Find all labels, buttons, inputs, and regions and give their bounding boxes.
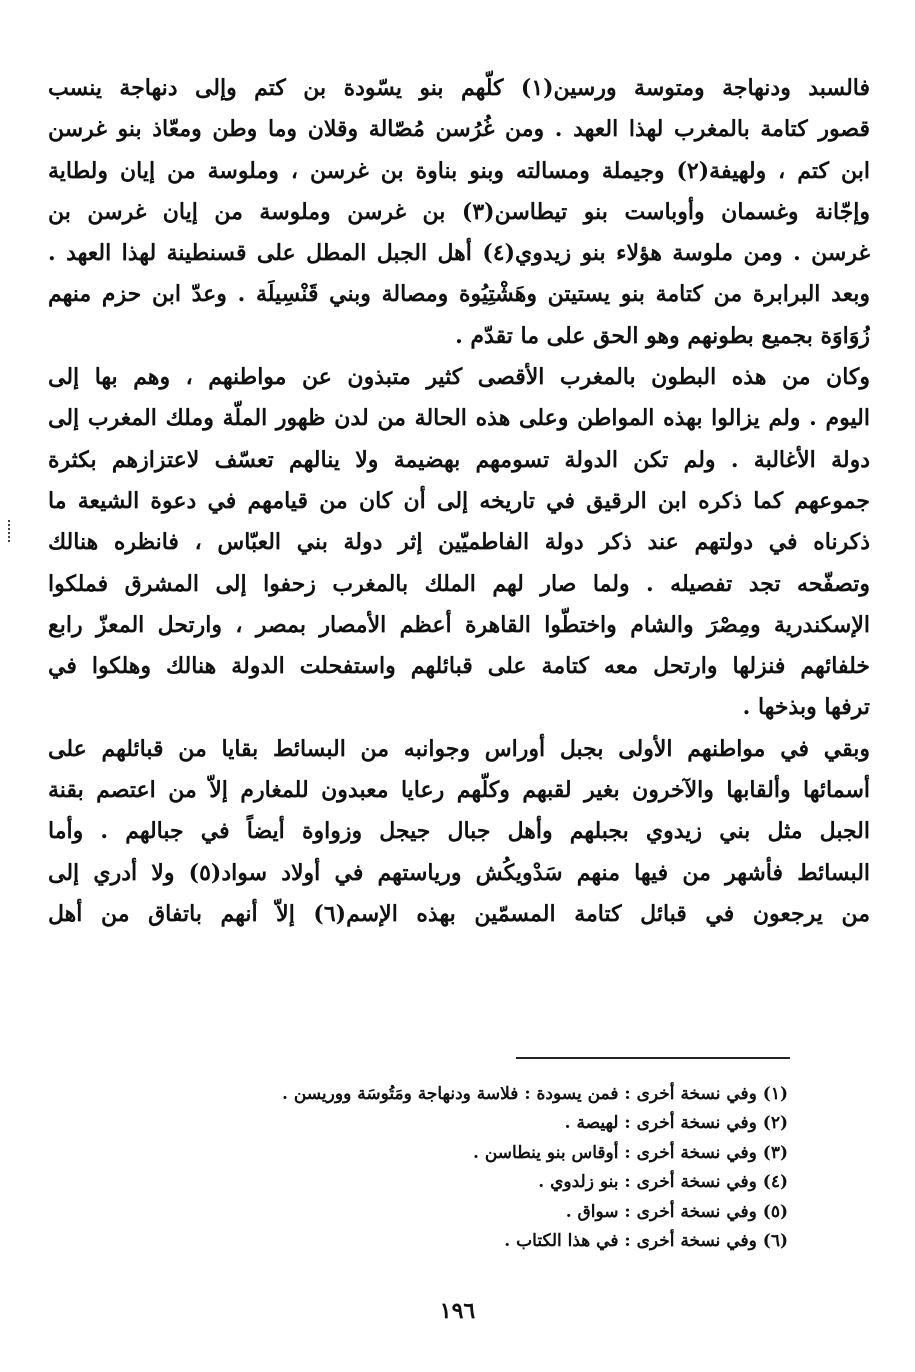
text-line: ابن كتم ، ولهيفة(٢) وجيملة ومسالته وبنو بناوة بن غرسن ، وملوسة من إيان ولطاية (48, 157, 870, 184)
footnote: (١) وفي نسخة أخرى : فمن يسودة : فلاسة ودنهاجة ومَتُوسَة ووريسن . (281, 1084, 788, 1104)
text-line: وإجّانة وغسمان وأوباست بنو تيطاسن(٣) بن غرسن وملوسة من إيان غرسن بن (48, 198, 870, 225)
text-line: خلفائهم فنزلها وارتحل معه كتامة على قبائلهم واستفحلت الدولة هنالك وهلكوا في (48, 653, 870, 680)
footnote: (٥) وفي نسخة أخرى : سواق . (565, 1201, 788, 1222)
text-line: جموعهم كما ذكره ابن الرقيق في تاريخه إلى أن كان من قيامهم في دعوة الشيعة ما (48, 487, 870, 514)
text-line: الإسكندرية ومِصْرَ والشام واختطّوا القاهرة أعظم الأمصار بمصر ، وارتحل المعزّ رابع (48, 611, 870, 638)
footnote: (٤) وفي نسخة أخرى : بنو زلدوي . (538, 1172, 788, 1193)
footnote: (٢) وفي نسخة أخرى : لهيصة . (564, 1113, 788, 1134)
text-line: اليوم . ولم يزالوا بهذه المواطن وعلى هذه الحالة من لدن ظهور الملّة وملك المغرب إلى (48, 405, 870, 432)
page-number: ١٩٦ (439, 1298, 476, 1324)
text-line: دولة الأغالبة . ولم تكن الدولة تسومهم بهضيمة ولا ينالهم تعسّف لاعتزازهم بكثرة (48, 446, 870, 473)
text-line: الجبل مثل بني زيدوي بجبلهم وأهل جبال جيجل وزواوة أيضاً في جبالهم . وأما (48, 818, 870, 845)
main-text (48, 68, 870, 935)
text-line: وبعد البرابرة من كتامة بنو يستيتن وهَشْتِيُوة ومصالة وبني قَنْسِيلَة . وعدّ ابن حزم منهم (48, 281, 870, 308)
text-line: غرسن . ومن ملوسة هؤلاء بنو زيدوي(٤) أهل الجبل المطل على قسنطينة لهذا العهد . (48, 240, 870, 267)
text-line: وبقي في مواطنهم الأولى بجبل أوراس وجوانبه من البسائط بقايا من قبائلهم على (48, 735, 870, 762)
margin-mark (8, 520, 13, 542)
footnotes (220, 1080, 788, 1256)
text-line: من يرجعون في قبائل كتامة المسمّين بهذه الإسم(٦) إلاّ أنهم باتفاق من أهل (48, 900, 870, 927)
text-line: قصور كتامة بالمغرب لهذا العهد . ومن غُرُسن مُصّالة وقلان وما وطن ومعّاذ بنو غرسن (48, 116, 870, 143)
text-line: البسائط فأشهر من فيها منهم سَدْويكُش ورياستهم في أولاد سواد(٥) ولا أدري إلى (48, 859, 870, 886)
footnote: (٦) وفي نسخة أخرى : في هذا الكتاب . (504, 1230, 788, 1251)
text-line: وتصفّحه تجد تفصيله . ولما صار لهم الملك بالمغرب زحفوا إلى المشرق فملكوا (48, 570, 870, 597)
text-line: وكان من هذه البطون بالمغرب الأقصى كثير متبذون عن مواطنهم ، وهم بها إلى (48, 364, 870, 391)
footnote-divider (516, 1057, 790, 1059)
footnote: (٣) وفي نسخة أخرى : أوقاس بنو ينطاسن . (473, 1142, 788, 1163)
text-line: ذكرناه في دولتهم عند ذكر دولة الفاطميّين إثر دولة بني العبّاس ، فانظره هنالك (48, 529, 870, 556)
text-line: زُوَاوَة بجميع بطونهم وهو الحق على ما تقدّم . (455, 322, 870, 349)
text-line: ترفها وبذخها . (742, 694, 870, 721)
text-line: أسمائها وألقابها والآخرون بغير لقبهم وكلّهم رعايا معبدون للمغارم إلاّ من اعتصم بقنة (48, 777, 870, 804)
text-line: فالسبد ودنهاجة ومتوسة ورسين(١) كلّهم بنو يسّودة بن كتم وإلى دنهاجة ينسب (48, 75, 870, 101)
